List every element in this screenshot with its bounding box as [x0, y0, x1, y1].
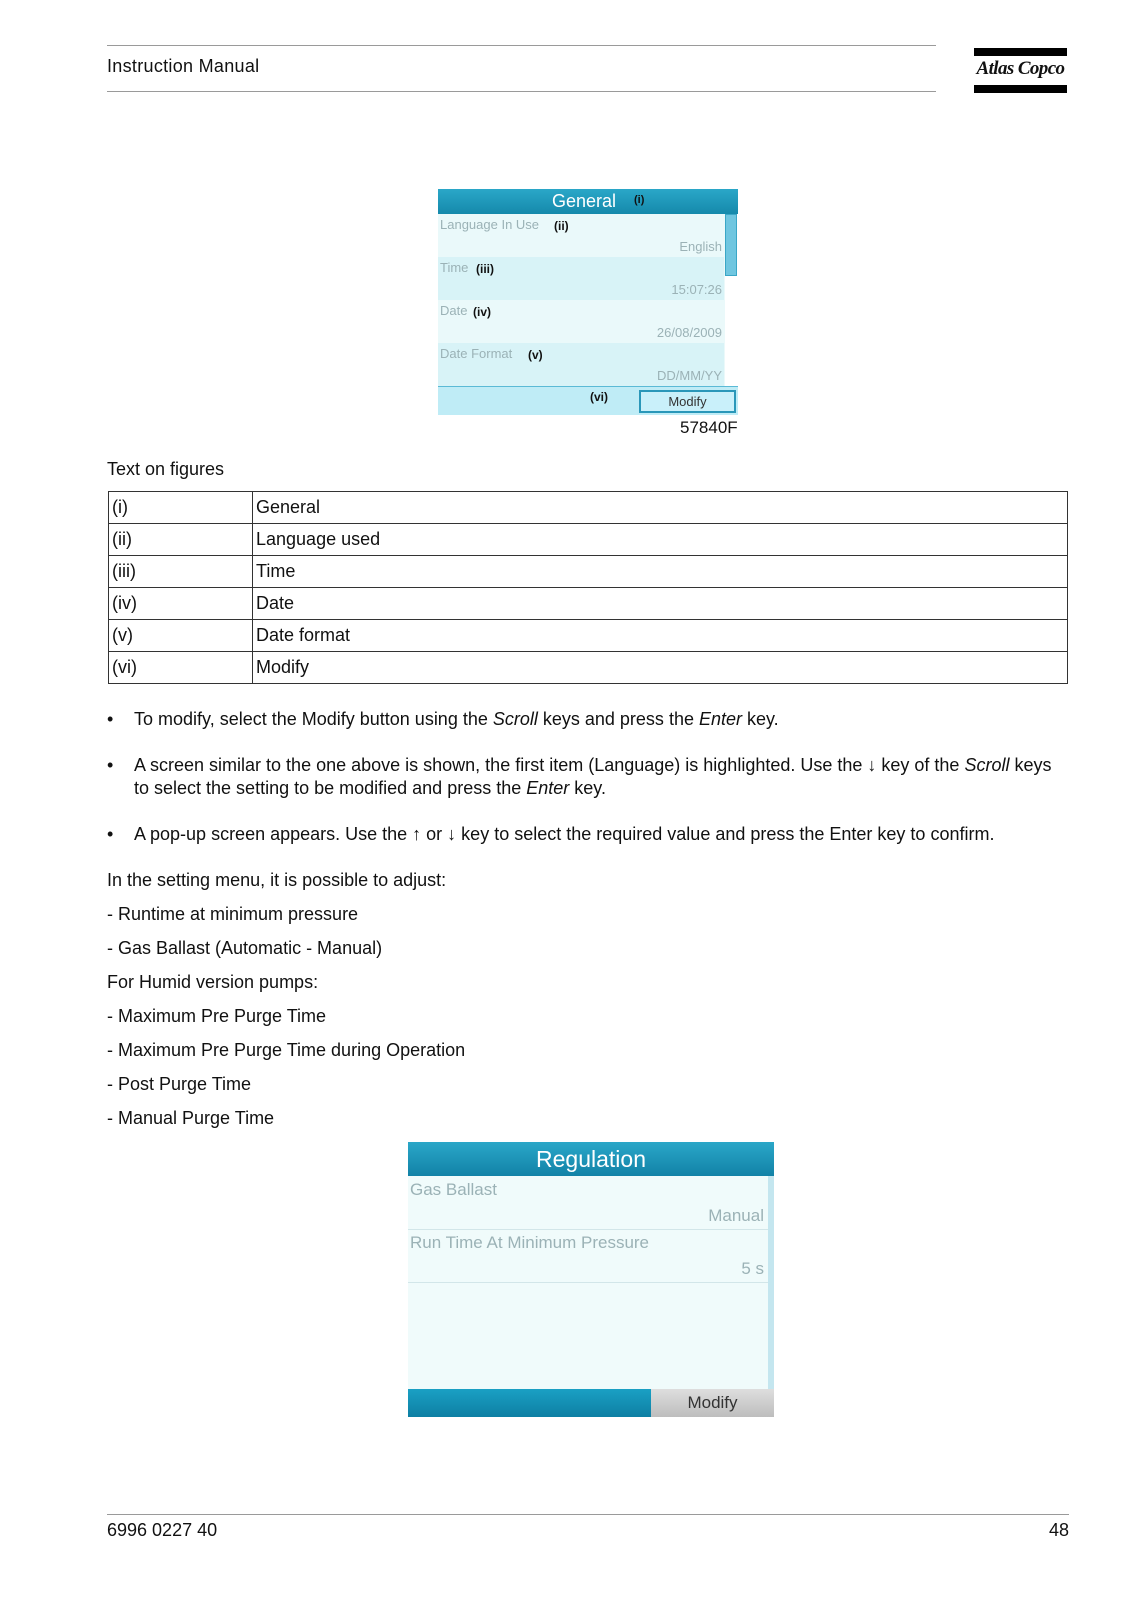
table-cell: (vi) [109, 652, 253, 684]
setting-value: 15:07:26 [671, 282, 722, 297]
callout-marker: (iii) [476, 262, 494, 276]
page-number: 48 [1048, 1520, 1069, 1540]
setting-row-time [438, 257, 724, 300]
screen-title: Regulation [408, 1142, 774, 1176]
regulation-settings-screen [408, 1142, 774, 1417]
list-item: - Maximum Pre Purge Time [107, 1006, 327, 1026]
table-cell: (iv) [109, 588, 253, 620]
setting-label: Time [440, 260, 469, 275]
callout-marker: (ii) [554, 219, 569, 233]
modify-button[interactable]: Modify [651, 1389, 774, 1417]
bullet-item [107, 754, 1067, 802]
figure-caption: Text on figures [107, 459, 225, 479]
logo-bar-top [974, 48, 1067, 56]
bullet-dot: • [107, 709, 114, 729]
list-item: - Gas Ballast (Automatic - Manual) [107, 938, 383, 958]
bullet-text: To modify, select the Modify button using the Scroll keys and press the Enter key. [134, 709, 779, 729]
paragraph: For Humid version pumps: [107, 972, 319, 992]
table-cell: (v) [109, 620, 253, 652]
table-cell: (ii) [109, 524, 253, 556]
header-rule-bottom [107, 91, 936, 92]
figure-code: 57840F [680, 418, 738, 437]
bullet-item [107, 708, 1067, 732]
legend-table [108, 491, 1068, 684]
setting-row-gas-ballast [408, 1176, 768, 1230]
bullet-text: A pop-up screen appears. Use the ↑ or ↓ key to select the required value and press the Enter key to confirm. [134, 824, 995, 844]
screen-title-bar [438, 189, 738, 214]
list-item: - Manual Purge Time [107, 1108, 275, 1128]
setting-row-language [438, 214, 724, 257]
table-cell: General [253, 492, 1068, 524]
modify-button[interactable]: Modify [639, 390, 736, 413]
callout-marker: (i) [634, 194, 645, 206]
table-cell: (i) [109, 492, 253, 524]
table-cell: Language used [253, 524, 1068, 556]
table-cell: (iii) [109, 556, 253, 588]
header-title: Instruction Manual [107, 56, 260, 76]
setting-label: Run Time At Minimum Pressure [410, 1233, 650, 1252]
table-row [109, 652, 1068, 684]
setting-value: 26/08/2009 [656, 325, 722, 340]
setting-value: DD/MM/YY [657, 368, 722, 383]
setting-row-run-time [408, 1229, 768, 1283]
header-rule-top [107, 45, 936, 46]
setting-label: Date Format [440, 346, 513, 361]
bullet-dot: • [107, 824, 114, 844]
screen-footer-bar [408, 1389, 651, 1417]
document-number: 6996 0227 40 [107, 1520, 218, 1540]
table-row [109, 492, 1068, 524]
list-item: - Post Purge Time [107, 1074, 252, 1094]
table-cell: Time [253, 556, 1068, 588]
callout-marker: (v) [528, 348, 543, 362]
scrollbar-thumb[interactable] [725, 214, 737, 276]
table-row [109, 556, 1068, 588]
bullet-item [107, 823, 1067, 847]
logo-bar-bottom [974, 85, 1067, 93]
list-item: - Maximum Pre Purge Time during Operation [107, 1040, 466, 1060]
callout-marker: (vi) [590, 390, 608, 404]
table-cell: Date format [253, 620, 1068, 652]
setting-value: 5 s [741, 1259, 764, 1278]
logo-wordmark: Atlas Copco [976, 58, 1065, 79]
atlas-copco-logo [974, 48, 1067, 93]
scrollbar-track[interactable] [768, 1176, 774, 1389]
footer-rule [107, 1514, 1069, 1515]
callout-marker: (iv) [473, 305, 491, 319]
setting-label: Language In Use [440, 217, 540, 232]
setting-label: Gas Ballast [410, 1180, 497, 1199]
setting-value: English [679, 239, 722, 254]
setting-row-date-format [438, 343, 724, 386]
list-item: - Runtime at minimum pressure [107, 904, 359, 924]
table-cell: Date [253, 588, 1068, 620]
setting-row-date [438, 300, 724, 343]
bullet-text: A screen similar to the one above is shown, the first item (Language) is highlighted. Use the ↓ key of the Scroll keys to select the setting to be modified and press the Enter key. [134, 755, 1052, 798]
bullet-dot: • [107, 755, 114, 775]
table-row [109, 588, 1068, 620]
table-row [109, 620, 1068, 652]
table-cell: Modify [253, 652, 1068, 684]
paragraph: In the setting menu, it is possible to adjust: [107, 870, 447, 890]
setting-value: Manual [708, 1206, 764, 1225]
setting-label: Date [440, 303, 468, 318]
table-row [109, 524, 1068, 556]
screen-title: General [552, 191, 617, 211]
general-settings-screen [438, 189, 738, 415]
